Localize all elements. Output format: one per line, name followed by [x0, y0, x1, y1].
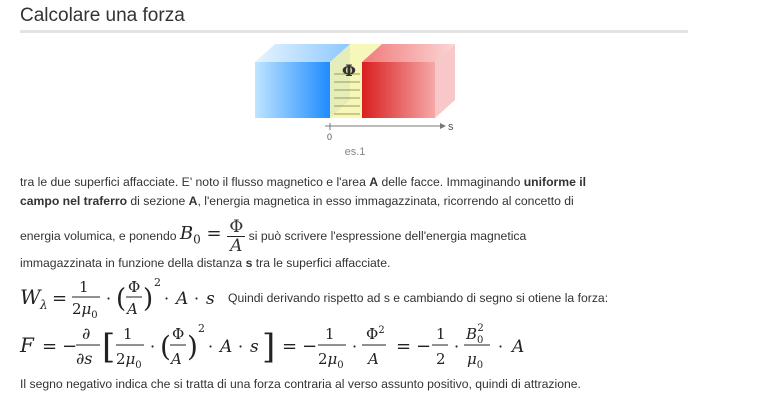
left-magnet-front	[255, 62, 330, 118]
svg-text:[: [	[102, 327, 116, 367]
svg-text:=: =	[42, 336, 58, 357]
svg-text:=: =	[52, 288, 68, 309]
axis-zero-label: 0	[327, 132, 333, 142]
svg-text:·: ·	[150, 337, 156, 356]
formula-b0: $B_0$ =	[179, 223, 228, 247]
svg-text:·: ·	[106, 289, 112, 308]
svg-text:=: =	[282, 336, 298, 357]
svg-text:): )	[143, 284, 154, 314]
figure-caption: es.1	[344, 146, 366, 158]
svg-text:·: ·	[208, 337, 214, 356]
svg-text:−: −	[416, 336, 432, 357]
svg-text:A: A	[171, 350, 182, 368]
svg-text:·: ·	[454, 337, 460, 356]
svg-text:·: ·	[238, 337, 244, 356]
svg-text:A: A	[512, 337, 525, 357]
svg-text:·: ·	[194, 289, 200, 308]
equation-energy	[18, 272, 228, 322]
axis-s-label: s	[448, 121, 454, 133]
paragraph-line-4: immagazzinata in funzione della distanza s tra le superfici affacciate.	[20, 256, 391, 270]
svg-text:·: ·	[164, 289, 170, 308]
svg-text:A: A	[176, 289, 189, 309]
svg-text:2: 2	[154, 276, 161, 289]
magnets-figure	[250, 38, 460, 158]
svg-text:·: ·	[498, 337, 504, 356]
svg-text:2μ0: $2\mu_0$	[72, 300, 98, 321]
svg-text:1: 1	[325, 325, 335, 343]
svg-text:1: 1	[436, 325, 446, 343]
svg-text:]: ]	[262, 327, 276, 367]
svg-text:): )	[187, 330, 198, 363]
right-magnet-front	[362, 62, 435, 118]
svg-text:∂s: ∂s	[76, 349, 93, 368]
svg-text:1: 1	[79, 278, 89, 296]
paragraph-line-2: campo nel traferro di sezione A, l'energia magnetica in esso immagazzinata, ricorrendo al concetto di	[20, 194, 574, 208]
svg-text:B02: $B_02$	[466, 323, 484, 346]
svg-text:A: A	[368, 350, 379, 368]
svg-text:λ: λ	[40, 298, 48, 312]
svg-text:=: =	[396, 336, 412, 357]
svg-text:∂: ∂	[82, 324, 91, 343]
svg-text:A: A	[127, 300, 138, 318]
svg-text:2μ0: $2\mu_0$	[318, 350, 344, 371]
svg-text:·: ·	[352, 337, 358, 356]
svg-text:2μ0: $2\mu_0$	[116, 350, 142, 371]
title-divider	[20, 30, 688, 33]
formula-phi-over-a: $\frac{\Phi}{A}$	[229, 217, 244, 257]
svg-text:Φ2: $\Phi^2$	[366, 325, 385, 343]
svg-text:A: A	[220, 337, 233, 357]
svg-text:(: (	[116, 284, 127, 314]
svg-text:F: F	[20, 333, 34, 357]
svg-text:2: 2	[436, 350, 446, 368]
svg-text:s: s	[206, 289, 215, 309]
svg-text:Φ: Φ	[172, 325, 185, 343]
svg-text:W: W	[20, 285, 41, 309]
paragraph-line-3: energia volumica, e ponendo $B_0$ = $\frac{\Phi}{A}$ si può scrivere l'espressione dell'energia magnetica	[20, 217, 527, 257]
conclusion-text: Il segno negativo indica che si tratta di una forza contraria al verso assunto positivo, quindi di attrazione.	[20, 377, 581, 391]
svg-text:−: −	[62, 336, 78, 357]
equation-force	[18, 318, 538, 376]
paragraph-line-1: tra le due superfici affacciate. E' noto il flusso magnetico e l'area A delle facce. Immaginando uniforme il	[20, 175, 587, 189]
svg-text:s: s	[250, 337, 259, 357]
page-title: Calcolare una forza	[20, 5, 185, 26]
equation-energy-text: Quindi derivando rispetto ad s e cambiando di segno si otiene la forza:	[228, 291, 609, 305]
svg-text:2: 2	[198, 322, 205, 335]
svg-text:−: −	[302, 336, 318, 357]
svg-text:1: 1	[123, 325, 133, 343]
axis-arrow	[440, 123, 446, 129]
svg-text:Φ: Φ	[128, 278, 141, 296]
phi-label: Φ	[342, 61, 356, 80]
svg-text:μ0: $\mu_0$	[467, 350, 484, 371]
svg-text:(: (	[160, 330, 171, 363]
